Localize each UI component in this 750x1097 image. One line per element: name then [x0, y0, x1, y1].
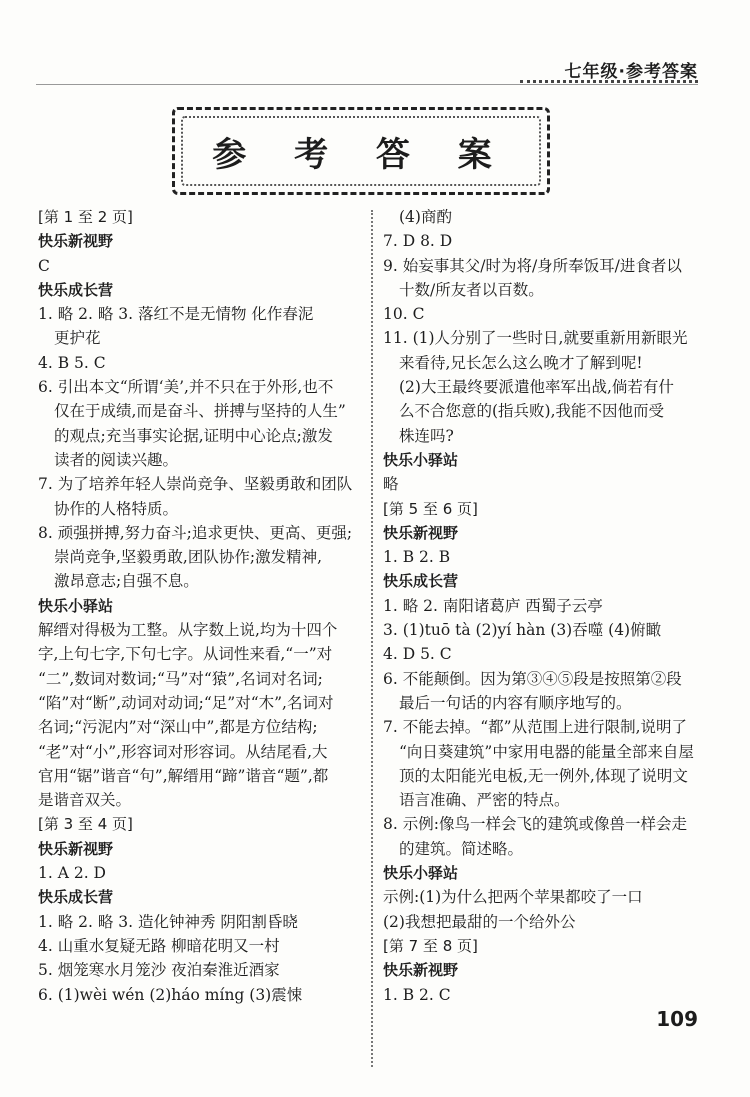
answer-line: 崇尚竞争,坚毅勇敢,团队协作;激发精神,: [54, 548, 323, 567]
answer-line: 十数/所友者以百数。: [399, 280, 544, 299]
section-heading: 快乐成长营: [383, 572, 459, 591]
answer-line: 官用“锯”谐音“句”,解缙用“蹄”谐音“题”,都: [38, 766, 329, 785]
answer-line: 6. 不能颠倒。因为第③④⑤段是按照第②段: [383, 669, 682, 688]
answer-line: 1. 略 2. 略 3. 落红不是无情物 化作春泥: [38, 305, 314, 324]
answer-line: (2)我想把最甜的一个给外公: [383, 912, 576, 931]
section-heading: 快乐小驿站: [38, 596, 114, 615]
answer-line: 示例:(1)为什么把两个苹果都咬了一口: [383, 888, 643, 907]
answer-line: 7. 不能去掉。“都”从范围上进行限制,说明了: [383, 718, 687, 737]
answer-line: 11. (1)人分别了一些时日,就要重新用新眼光: [383, 329, 688, 348]
answer-line: 6. 引出本文“所谓‘美’,并不只在于外形,也不: [38, 378, 334, 397]
page-range-label: [第 1 至 2 页]: [38, 208, 133, 226]
answer-line: “陷”对“断”,动词对动词;“足”对“木”,名词对: [38, 693, 334, 712]
answer-line: 最后一句话的内容有顺序地写的。: [399, 693, 632, 712]
section-heading: 快乐成长营: [38, 888, 114, 907]
answer-line: 6. (1)wèi wén (2)háo míng (3)震悚: [38, 985, 303, 1004]
header-dotted-ornament: [520, 80, 698, 91]
page-range-label: [第 7 至 8 页]: [383, 936, 478, 955]
section-heading: 快乐新视野: [383, 523, 459, 542]
answer-line: 株连吗?: [399, 426, 454, 445]
page-range-label: [第 3 至 4 页]: [38, 815, 133, 834]
answer-line: 么不合您意的(指兵败),我能不因他而受: [399, 402, 665, 421]
answer-line: 是谐音双关。: [38, 791, 132, 810]
answer-line: 略: [383, 475, 399, 494]
answer-line: 1. A 2. D: [38, 864, 106, 883]
answer-line: 协作的人格特质。: [54, 499, 179, 518]
answer-line: (2)大王最终要派遣他率军出战,倘若有什: [399, 378, 674, 397]
page-title: 参 考 答 案: [212, 134, 510, 175]
answer-line: 8. 示例:像鸟一样会飞的建筑或像兽一样会走: [383, 815, 687, 834]
answer-line: 4. B 5. C: [38, 353, 106, 372]
answer-line: C: [38, 256, 50, 275]
right-column: [383, 205, 705, 1007]
answer-line: 3. (1)tuō tà (2)yí hàn (3)吞噬 (4)俯瞰: [383, 621, 662, 640]
answer-line: 7. D 8. D: [383, 232, 453, 251]
answer-line: 5. 烟笼寒水月笼沙 夜泊秦淮近酒家: [38, 961, 280, 980]
answer-line: 1. 略 2. 略 3. 造化钟神秀 阴阳割昏晓: [38, 912, 298, 931]
answer-line: 4. D 5. C: [383, 645, 452, 664]
answer-line: 9. 始妄事其父/时为将/身所奉饭耳/进食者以: [383, 256, 682, 275]
answer-line: 来看待,兄长怎么这么晚才了解到呢!: [399, 353, 643, 372]
answer-line: 1. B 2. C: [383, 985, 451, 1004]
answer-line: 4. 山重水复疑无路 柳暗花明又一村: [38, 936, 280, 955]
section-heading: 快乐新视野: [38, 232, 114, 251]
answer-line: 仅在于成绩,而是奋斗、拼搏与坚持的人生”: [54, 402, 346, 421]
answer-line: 读者的阅读兴趣。: [54, 450, 179, 469]
answer-line: 语言准确、严密的特点。: [399, 791, 570, 810]
answer-line: 解缙对得极为工整。从字数上说,均为十四个: [38, 621, 338, 640]
answer-line: 更护花: [54, 329, 101, 348]
answer-line: 1. 略 2. 南阳诸葛庐 西蜀子云亭: [383, 596, 603, 615]
answer-line: “老”对“小”,形容词对形容词。从结尾看,大: [38, 742, 328, 761]
page-range-label: [第 5 至 6 页]: [383, 499, 478, 518]
answer-line: 字,上句七字,下句七字。从词性来看,“一”对: [38, 645, 333, 664]
section-heading: 快乐新视野: [383, 961, 459, 980]
section-heading: 快乐成长营: [38, 280, 114, 299]
title-frame: [172, 107, 550, 195]
answer-line: (4)商酌: [399, 208, 452, 226]
answer-line: 的观点;充当事实论据,证明中心论点;激发: [54, 426, 333, 445]
answer-line: 顶的太阳能光电板,无一例外,体现了说明文: [399, 766, 688, 785]
answer-line: 7. 为了培养年轻人崇尚竞争、坚毅勇敢和团队: [38, 475, 353, 494]
answer-line: 的建筑。简述略。: [399, 839, 524, 858]
answer-line: “向日葵建筑”中家用电器的能量全部来自屋: [399, 742, 694, 761]
section-heading: 快乐新视野: [38, 839, 114, 858]
answer-line: 名词;“污泥内”对“深山中”,都是方位结构;: [38, 718, 318, 737]
answer-line: 1. B 2. B: [383, 548, 451, 567]
section-heading: 快乐小驿站: [383, 450, 459, 469]
section-heading: 快乐小驿站: [383, 864, 459, 883]
answer-line: 8. 顽强拼搏,努力奋斗;追求更快、更高、更强;: [38, 523, 353, 542]
left-column: [38, 205, 360, 1007]
page-number: 109: [656, 1007, 698, 1031]
header-title: 七年级·参考答案: [564, 62, 698, 82]
column-divider: [371, 210, 373, 1067]
answer-line: 激昂意志;自强不息。: [54, 572, 199, 591]
answer-line: “二”,数词对数词;“马”对“猿”,名词对名词;: [38, 669, 323, 688]
answer-line: 10. C: [383, 305, 425, 324]
